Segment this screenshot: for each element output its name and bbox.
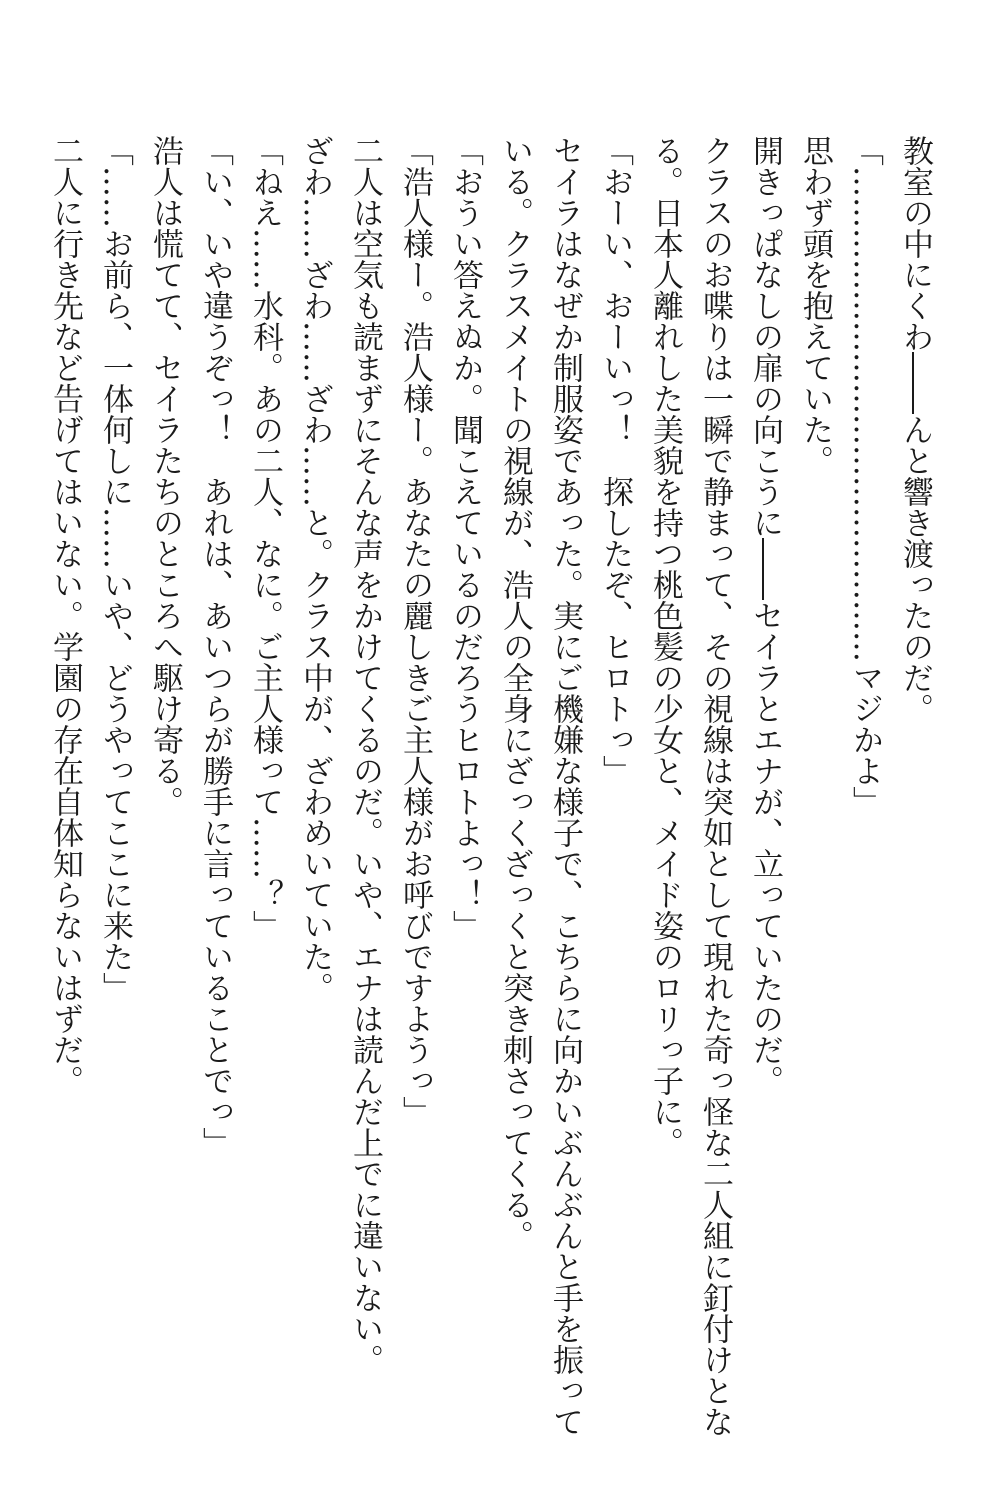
text-line: 「……お前ら、一体何しに……いや、どうやってここに来た」 bbox=[97, 135, 133, 1003]
text-line: 思わず頭を抱えていた。 bbox=[797, 135, 833, 476]
text-line: 「おうい答えぬか。聞こえているのだろうヒロトよっ！」 bbox=[447, 135, 483, 941]
text-line: ざわ……ざわ……ざわ……と。クラス中が、ざわめいていた。 bbox=[297, 135, 333, 1003]
text-line: 教室の中にくわ――んと響き渡ったのだ。 bbox=[897, 135, 933, 724]
text-line: 二人に行き先など告げてはいない。学園の存在自体知らないはずだ。 bbox=[47, 135, 83, 1096]
text-line: セイラはなぜか制服姿であった。実にご機嫌な様子で、こちらに向かいぶんぶんと手を振っている。クラスメイトの視線が、浩人の全身にざっくざっくと突き刺さってくる。 bbox=[497, 135, 583, 1437]
text-line: 浩人は慌てて、セイラたちのところへ駆け寄る。 bbox=[147, 135, 183, 817]
text-line: 「おーい、おーいっ！ 探したぞ、ヒロトっ」 bbox=[597, 135, 633, 786]
text-line: 二人は空気も読まずにそんな声をかけてくるのだ。いや、エナは読んだ上でに違いない。 bbox=[347, 135, 383, 1375]
text-line: 開きっぱなしの扉の向こうに――セイラとエナが、立っていたのだ。 bbox=[747, 135, 783, 1096]
text-line: 「浩人様ー。浩人様ー。あなたの麗しきご主人様がお呼びですようっ」 bbox=[397, 135, 433, 1127]
text-line: クラスのお喋りは一瞬で静まって、その視線は突如として現れた奇っ怪な二人組に釘付けとなる。日本人離れした美貌を持つ桃色髪の少女と、メイド姿のロリっ子に。 bbox=[647, 135, 733, 1437]
vertical-text-body bbox=[40, 135, 940, 1465]
text-line: 「ねえ……水科。あの二人、なに。ご主人様って……？」 bbox=[247, 135, 283, 941]
text-line: 「い、いや違うぞっ！ あれは、あいつらが勝手に言っていることでっ」 bbox=[197, 135, 233, 1158]
text-line: 「…………………………………………マジかよ」 bbox=[847, 135, 883, 817]
